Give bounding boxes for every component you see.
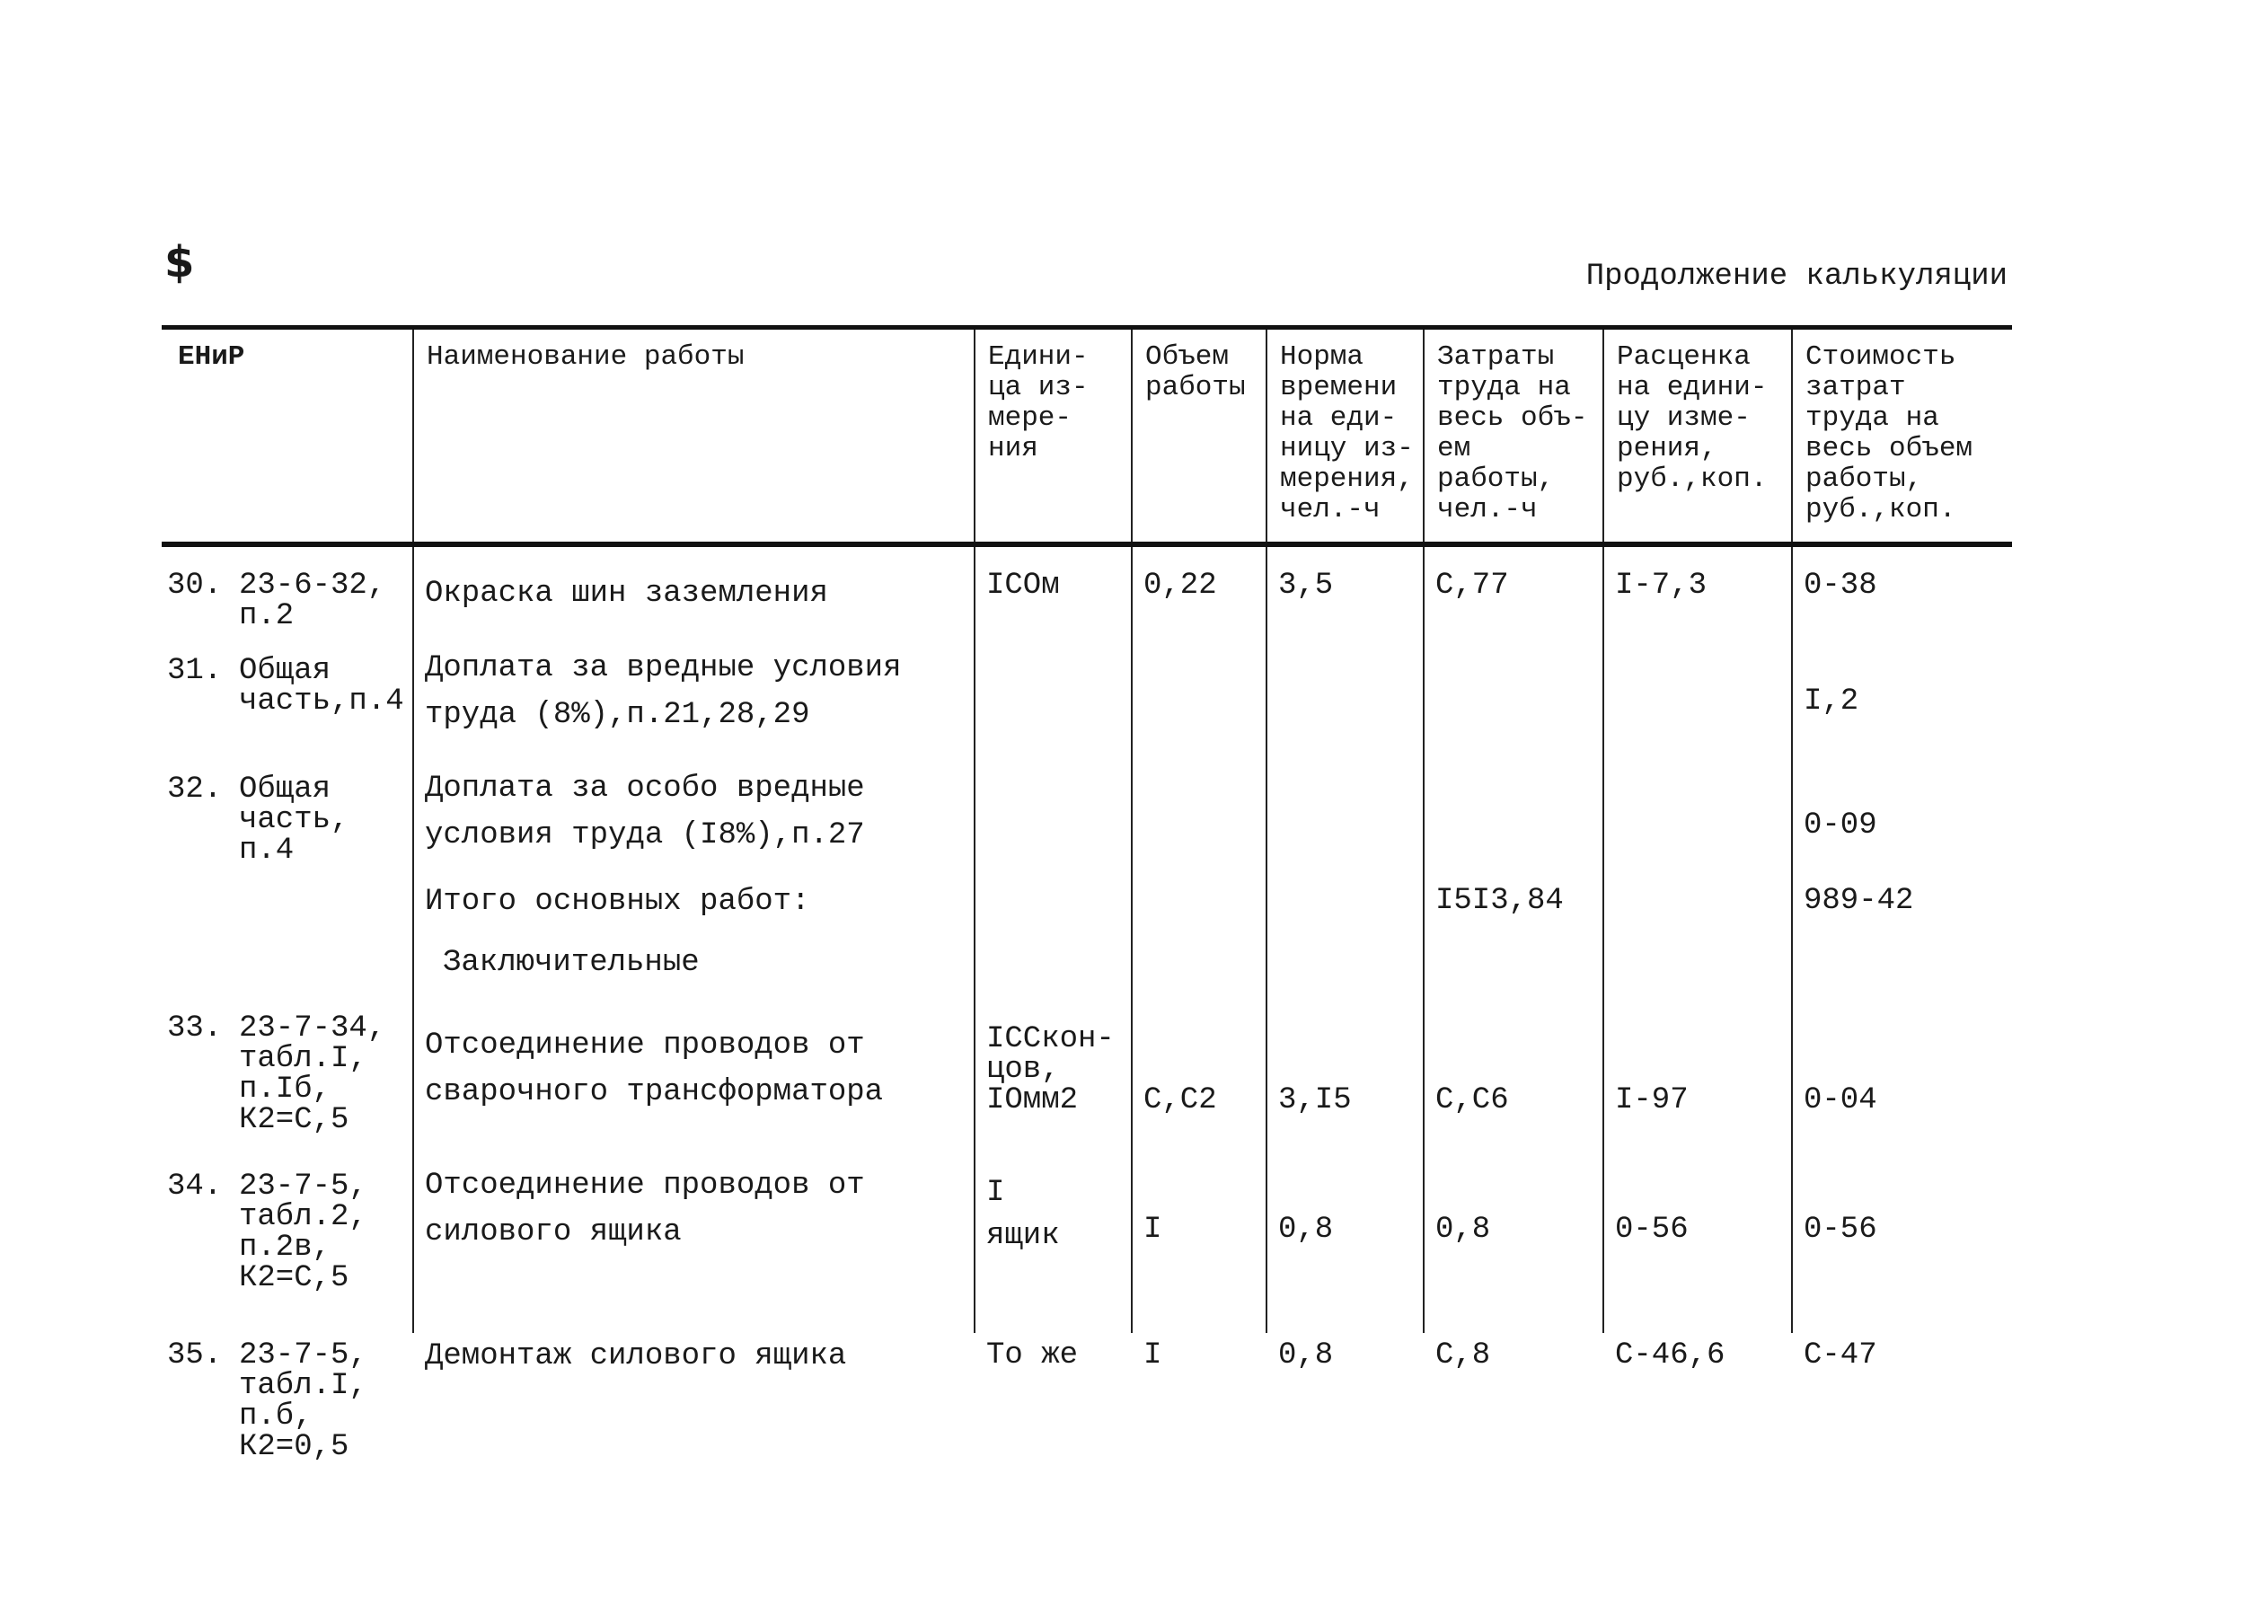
labor-value: С,77 [1435,569,1509,603]
rate-value: 0-56 [1615,1213,1689,1247]
work-name: Демонтаж силового ящика [425,1339,847,1373]
cell-norm [1266,940,1424,1013]
cell-volume [1132,544,1266,645]
header-unit: Едини- ца из- мере- ния [975,328,1132,545]
cell-unit [975,878,1132,940]
cell-labor [1424,878,1603,940]
table-row [162,1013,2012,1162]
row-number: 31. [167,654,223,688]
norm-value: 0,8 [1278,1338,1334,1372]
cell-name [413,544,975,645]
cell-labor [1424,940,1603,1013]
cell-rate [1603,940,1792,1013]
cell-norm [1266,878,1424,940]
cell-unit [975,1162,1132,1333]
labor-value: 0,8 [1435,1213,1491,1247]
rate-value: I-97 [1615,1083,1689,1117]
cell-rate [1603,645,1792,765]
enir-ref: Общая часть, п.4 [239,772,349,868]
cell-unit [975,765,1132,878]
header-norm: Норма времени на еди- ницу из- мерения, чел.-ч [1266,328,1424,545]
cell-labor [1424,1333,1603,1477]
cost-value: 0-04 [1804,1083,1877,1117]
work-name: Доплата за вредные условия труда (8%),п.21,28,29 [425,651,902,732]
labor-total: I5I3,84 [1435,884,1564,918]
table-header [162,328,2012,545]
cell-name [413,1333,975,1477]
cell-name [413,645,975,765]
cell-name [413,1013,975,1162]
cell-rate [1603,1333,1792,1477]
cell-labor [1424,765,1603,878]
cell-unit [975,940,1132,1013]
work-name: Отсоединение проводов от силового ящика [425,1169,865,1249]
cell-cost [1792,1013,2012,1162]
cell-norm [1266,645,1424,765]
cell-cost [1792,544,2012,645]
header-rate: Расценка на едини- цу изме- рения, руб.,коп. [1603,328,1792,545]
section-row [162,940,2012,1013]
table-row [162,765,2012,878]
work-name: Окраска шин заземления [425,577,828,611]
cell-enir [162,544,413,645]
cell-enir [162,1162,413,1333]
norm-value: 3,I5 [1278,1083,1352,1117]
cell-labor [1424,645,1603,765]
cost-value: 0-09 [1804,808,1877,843]
table-row-total [162,878,2012,940]
cell-rate [1603,765,1792,878]
cell-cost [1792,1162,2012,1333]
cell-labor [1424,1013,1603,1162]
labor-value: С,С6 [1435,1083,1509,1117]
cell-volume [1132,1162,1266,1333]
volume-value: I [1143,1338,1162,1372]
enir-ref: 23-6-32, п.2 [239,569,386,633]
cell-enir [162,940,413,1013]
cell-rate [1603,1013,1792,1162]
enir-ref: Общая часть,п.4 [239,654,404,719]
header-name: Наименование работы [413,328,975,545]
cell-enir [162,878,413,940]
page-mark: $ [164,237,195,287]
cell-enir [162,645,413,765]
cell-labor [1424,1162,1603,1333]
header-volume: Объем работы [1132,328,1266,545]
cell-enir [162,1333,413,1477]
row-number: 32. [167,772,223,807]
cell-cost [1792,940,2012,1013]
cell-labor [1424,544,1603,645]
row-number: 34. [167,1169,223,1204]
section-heading: Заключительные [443,946,700,980]
row-number: 33. [167,1011,223,1046]
cell-cost [1792,765,2012,878]
cell-cost [1792,645,2012,765]
cost-total: 989-42 [1804,884,1914,918]
row-number: 35. [167,1338,223,1372]
enir-ref: 23-7-5, табл.I, п.б, К2=0,5 [239,1338,367,1464]
cost-value: С-47 [1804,1338,1877,1372]
header-enir: ЕНиР [162,328,413,545]
norm-value: 0,8 [1278,1213,1334,1247]
cell-volume [1132,1013,1266,1162]
enir-ref: 23-7-5, табл.2, п.2в, К2=С,5 [239,1169,367,1295]
cell-unit [975,1333,1132,1477]
cell-unit [975,544,1132,645]
cell-rate [1603,878,1792,940]
unit-value: I ящик [986,1176,1060,1253]
unit-value: IСОм [986,569,1060,603]
volume-value: I [1143,1213,1162,1247]
cell-rate [1603,544,1792,645]
enir-ref: 23-7-34, табл.I, п.Iб, К2=С,5 [239,1011,386,1137]
unit-value: IССкон- цов, IОмм2 [986,1022,1115,1117]
cell-norm [1266,765,1424,878]
table-row [162,1333,2012,1477]
header-cost: Стоимость затрат труда на весь объем работы, руб.,коп. [1792,328,2012,545]
norm-value: 3,5 [1278,569,1334,603]
cell-name [413,878,975,940]
table-row [162,645,2012,765]
cell-norm [1266,1333,1424,1477]
rate-value: I-7,3 [1615,569,1708,603]
cell-unit [975,645,1132,765]
cell-cost [1792,1333,2012,1477]
cost-value: 0-38 [1804,569,1877,603]
table-row [162,1162,2012,1333]
cost-value: I,2 [1804,684,1859,719]
cell-enir [162,1013,413,1162]
total-label: Итого основных работ: [425,885,810,919]
cell-rate [1603,1162,1792,1333]
cell-norm [1266,544,1424,645]
header-labor: Затраты труда на весь объ- ем работы, чел.-ч [1424,328,1603,545]
cell-volume [1132,765,1266,878]
cell-volume [1132,878,1266,940]
table-body [162,544,2012,1477]
row-number: 30. [167,569,223,603]
volume-value: 0,22 [1143,569,1217,603]
cell-volume [1132,645,1266,765]
labor-value: С,8 [1435,1338,1491,1372]
cell-norm [1266,1013,1424,1162]
work-name: Отсоединение проводов от сварочного трансформатора [425,1028,884,1109]
cell-name [413,940,975,1013]
cost-value: 0-56 [1804,1213,1877,1247]
cell-volume [1132,1333,1266,1477]
cell-name [413,765,975,878]
unit-value: То же [986,1338,1079,1372]
cell-cost [1792,878,2012,940]
work-name: Доплата за особо вредные условия труда (I8%),п.27 [425,772,865,852]
cell-norm [1266,1162,1424,1333]
cell-enir [162,765,413,878]
volume-value: С,С2 [1143,1083,1217,1117]
rate-value: С-46,6 [1615,1338,1725,1372]
continuation-caption: Продолжение калькуляции [1585,260,2008,294]
table-row [162,544,2012,645]
cell-volume [1132,940,1266,1013]
cell-name [413,1162,975,1333]
cell-unit [975,1013,1132,1162]
calculation-table [162,325,2012,1477]
